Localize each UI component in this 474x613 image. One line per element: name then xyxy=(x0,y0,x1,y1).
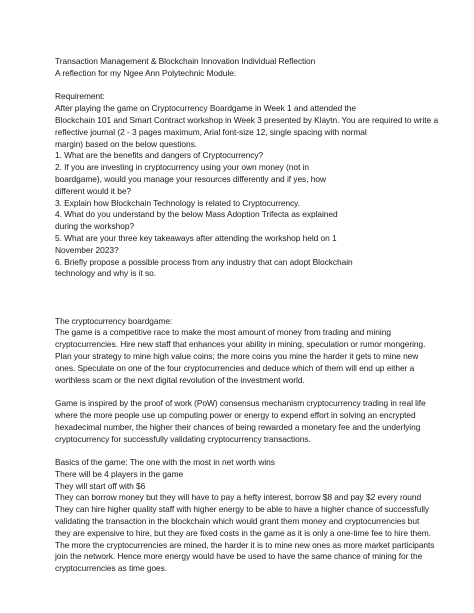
basics-line: The more the cryptocurrencies are mined, the harder it is to mine new ones as more market participants xyxy=(55,539,435,550)
paragraph-line: ones. Speculate on one of the four cryptocurrencies and deduce which of them will end up either a xyxy=(55,362,415,373)
spacer xyxy=(55,386,435,398)
basics-line: cryptocurrencies as time goes. xyxy=(55,563,168,574)
question-2-cont: boardgame), would you manage your resources differently and if yes, how xyxy=(55,173,326,184)
question-1: 1. What are the benefits and dangers of Cryptocurrency? xyxy=(55,150,264,161)
spacer xyxy=(55,280,435,315)
basics-line: validating the transaction in the blockchain which would grant them money and cryptocurrencies but xyxy=(55,516,420,527)
question-3: 3. Explain how Blockchain Technology is related to Cryptocurrency. xyxy=(55,197,300,208)
document-subtitle: A reflection for my Ngee Ann Polytechnic Module: xyxy=(55,67,237,78)
question-5: 5. What are your three key takeaways after attending the workshop held on 1 xyxy=(55,232,337,243)
basics-line: They will start off with $6 xyxy=(55,480,146,491)
requirement-line: reflective journal (2 - 3 pages maximum, Arial font-size 12, single spacing with normal xyxy=(55,126,367,137)
requirement-line: Blockchain 101 and Smart Contract workshop in Week 3 presented by Klaytn. You are required to write a xyxy=(55,114,439,125)
paragraph-line: Game is inspired by the proof of work (PoW) consensus mechanism cryptocurrency trading in real life xyxy=(55,398,426,409)
requirement-line: After playing the game on Cryptocurrency Boardgame in Week 1 and attended the xyxy=(55,103,356,114)
paragraph-line: where the more people use up computing power or energy to expend effort in solving an encrypted xyxy=(55,409,416,420)
basics-section xyxy=(55,457,435,575)
question-2: 2. If you are investing in cryptocurrency using your own money (not in xyxy=(55,162,309,173)
spacer xyxy=(55,80,435,92)
question-6-cont: technology and why is it so. xyxy=(55,268,157,279)
basics-line: join the network. Hence more energy would have be used to have the same chance of mining for the xyxy=(55,551,423,562)
paragraph-line: cryptocurrencies. Hire new staff that enhances your ability in mining, speculation or rumor mongering. xyxy=(55,339,426,350)
boardgame-paragraph xyxy=(55,327,435,386)
boardgame-heading: The cryptocurrency boardgame: xyxy=(55,315,173,326)
requirement-section xyxy=(55,103,439,280)
question-2-cont: different would it be? xyxy=(55,185,132,196)
question-6: 6. Briefly propose a possible process from any industry that can adopt Blockchain xyxy=(55,256,353,267)
paragraph-line: worthless scam or the next digital revolution of the investment world. xyxy=(55,374,305,385)
document-body xyxy=(55,56,439,575)
basics-line: they are expensive to hire, but they are fixed costs in the game as it is only a one-time fee to hire them. xyxy=(55,527,431,538)
basics-heading: Basics of the game: The one with the most in net worth wins xyxy=(55,457,275,468)
paragraph-line: Plan your strategy to mine high value coins; the more coins you mine the harder it gets to mine new xyxy=(55,350,419,361)
question-4: 4. What do you understand by the below Mass Adoption Trifecta as explained xyxy=(55,209,338,220)
basics-line: There will be 4 players in the game xyxy=(55,468,184,479)
basics-line: They can hire higher quality staff with higher energy to be able to have a higher chance of successfully xyxy=(55,504,430,515)
paragraph-line: hexadecimal number, the higher their chances of being rewarded a monetary fee and the underlying xyxy=(55,421,421,432)
question-4-cont: during the workshop? xyxy=(55,221,135,232)
pow-paragraph xyxy=(55,398,435,445)
requirement-heading: Requirement: xyxy=(55,91,105,102)
question-5-cont: November 2023? xyxy=(55,244,119,255)
paragraph-line: cryptocurrency for successfully validating cryptocurrency transactions. xyxy=(55,433,311,444)
document-title: Transaction Management & Blockchain Innovation Individual Reflection xyxy=(55,56,316,66)
spacer xyxy=(55,445,435,457)
requirement-line: margin) based on the below questions. xyxy=(55,138,198,149)
basics-line: They can borrow money but they will have to pay a hefty interest, borrow $8 and pay $2 every round xyxy=(55,492,422,503)
paragraph-line: The game is a competitive race to make the most amount of money from trading and mining xyxy=(55,327,391,338)
